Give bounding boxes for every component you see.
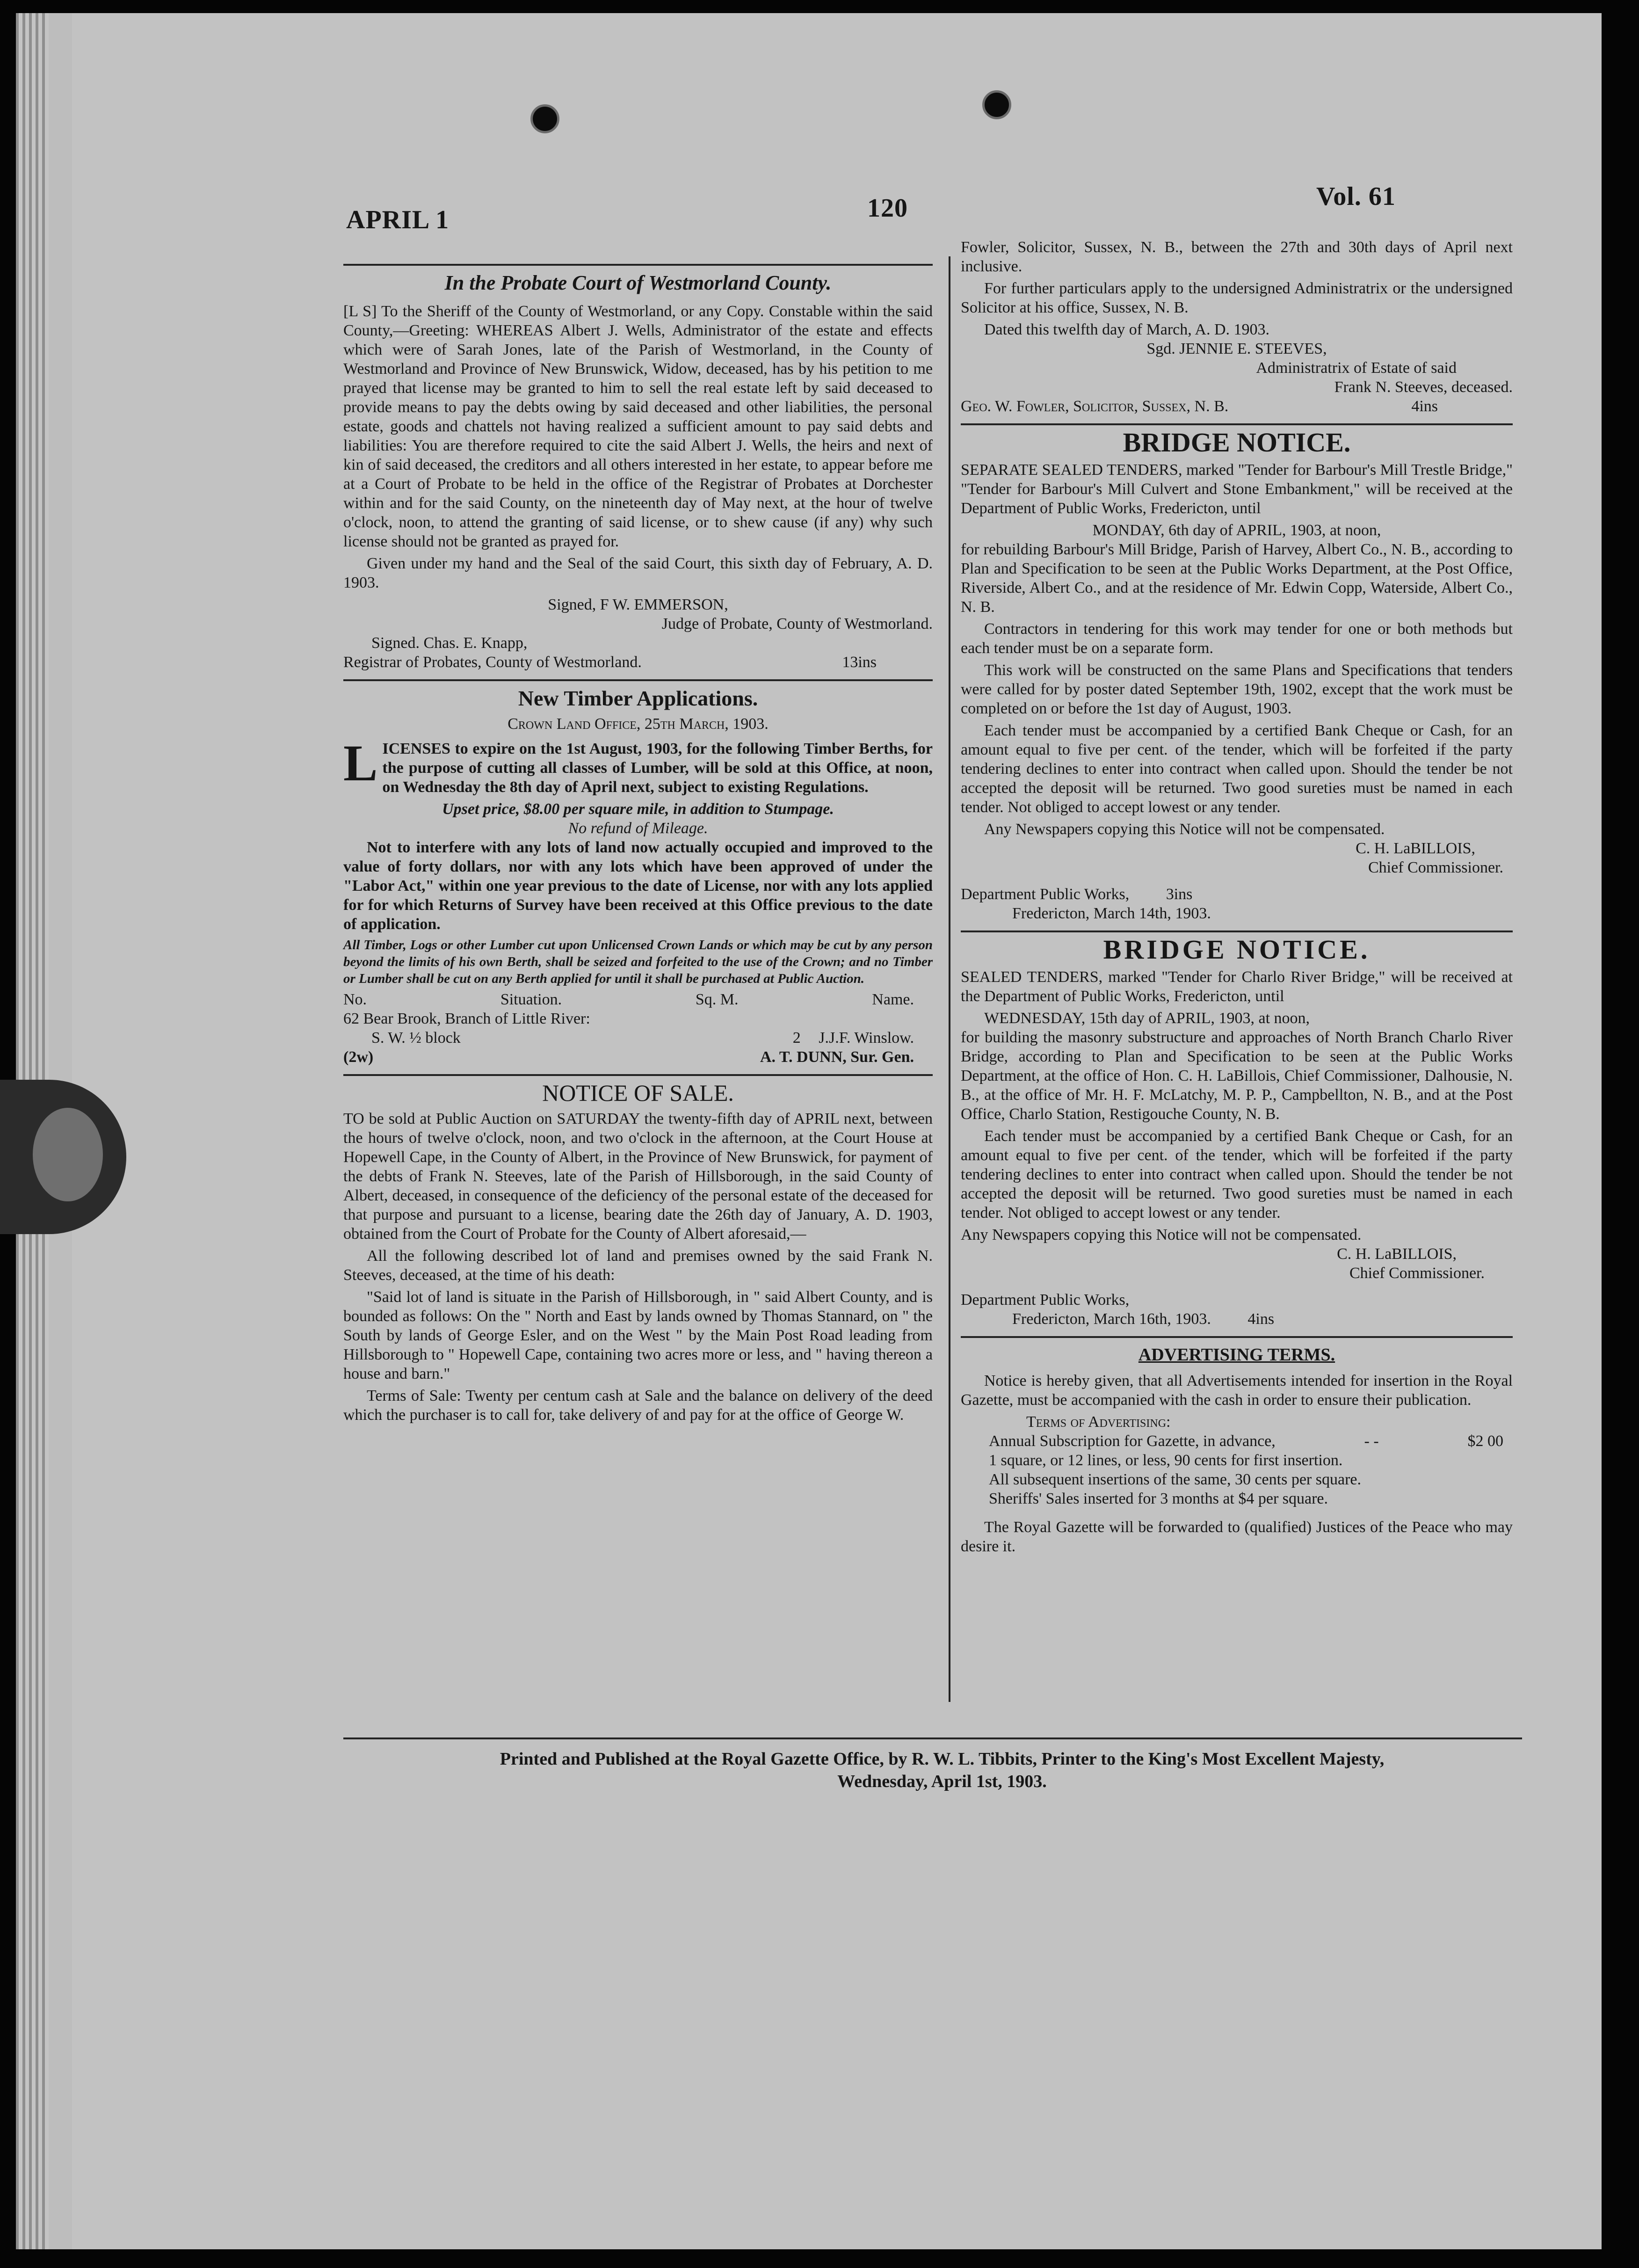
- sale-cont-body: Fowler, Solicitor, Sussex, N. B., between the 27th and 30th days of April next inclusive.: [961, 239, 1513, 275]
- divider: [961, 423, 1513, 425]
- bridge1-p3: This work will be constructed on the same Plans and Specifications that tenders were called for by poster dated September 19th, 1902, except that the work must be completed on or before the 1st day of August, 1903.: [961, 662, 1513, 717]
- footer-imprint: [362, 1748, 1522, 1793]
- bridge2-ins: 4ins: [1247, 1310, 1275, 1328]
- probate-body: [L S] To the Sheriff of the County of Westmorland, or any Copy. Constable within the said County,—Greeting: WHEREAS Albert J. Wells, Administrator of the estate and effects which were of Sarah Jones, late of the Parish of Westmorland, in the County of Westmorland and Province of New Brunswick, Widow, deceased, has by his petition to me prayed that license may be granted to him to sell the real estate left by said deceased to provide means to pay the debts owing by said deceased and other liabilities, the personal estate, goods and chattels not having realized a sufficient amount to pay said debts and liabilities: You are therefore required to cite the said Albert J. Wells, the heirs and next of kin of said deceased, the creditors and all others interested in her estate, to appear before me at a Court of Probate to be held in the office of the Registrar of Probates at Dorchester within and for the said County, on the nineteenth day of May next, at the hour of twelve o'clock, noon, to attend the granting of said license, or to shew cause (if any) why such license should not be granted as prayed for.: [343, 303, 933, 550]
- timber-body-text: ICENSES to expire on the 1st August, 1903, for the following Timber Berths, for the purpose of cutting all classes of Lumber, will be sold at this Office, at noon, on Wednesday the 8th day of April next, subject to existing Regulations.: [382, 740, 933, 796]
- bridge2-role: Chief Commissioner.: [1349, 1265, 1485, 1282]
- bridge2-p1: for building the masonry substructure and approaches of North Branch Charlo River Bridge, according to Plan and Specification to be seen at the Public Works Department, at the office of Hon. C. H. LaBillois, Chief Commissioner, Dalhousie, N. B., at the office of Mr. H. F. McLatchy, M. P. P., Campbellton, N. B., and at the Post Office, Charlo Station, Restigouche County, N. B.: [961, 1029, 1513, 1123]
- bridge2-signer: C. H. LaBILLOIS,: [1337, 1245, 1457, 1263]
- column-divider: [949, 256, 950, 1702]
- sale-body: TO be sold at Public Auction on SATURDAY the twenty-fifth day of APRIL next, between the hours of twelve o'clock, noon, and two o'clock in the afternoon, at the Court House at Hopewell Cape, in the County of Albert, in the Province of New Brunswick, for payment of the debts of Frank N. Steeves, late of the Parish of Hillsborough, in the said County of Albert, deceased, in consequence of the deficiency of the personal estate of the deceased for that purpose and pursuant to a license, bearing date the 26th day of January, A. D. 1903, obtained from the Court of Probate for the County of Albert aforesaid,—: [343, 1110, 933, 1243]
- adv-line1-dashes: - -: [1364, 1432, 1379, 1450]
- bridge1-dept: Department Public Works,: [961, 886, 1130, 903]
- adv-line3: All subsequent insertions of the same, 30 cents per square.: [989, 1471, 1361, 1488]
- bridge1-p2: Contractors in tendering for this work may tender for one or both methods but each tender must be on a separate form.: [961, 620, 1513, 657]
- footer-line2: Wednesday, April 1st, 1903.: [837, 1772, 1047, 1791]
- bridge1-date: MONDAY, 6th day of APRIL, 1903, at noon,: [1092, 522, 1381, 539]
- bridge1-title: BRIDGE NOTICE.: [1123, 427, 1351, 458]
- bridge2-p3: Any Newspapers copying this Notice will not be compensated.: [961, 1226, 1362, 1243]
- entry-situation: Bear Brook, Branch of Little River:: [363, 1010, 590, 1027]
- adv-line1: [961, 1432, 1513, 1451]
- probate-signed-registrar: Signed. Chas. E. Knapp,: [371, 634, 528, 652]
- bridge1-place: Fredericton, March 14th, 1903.: [1012, 905, 1211, 922]
- probate-ins: 13ins: [842, 654, 877, 671]
- adv-terms-head: Terms of Advertising:: [1026, 1413, 1171, 1431]
- col-no: No.: [343, 991, 367, 1008]
- adv-line4: Sheriffs' Sales inserted for 3 months at $4 per square.: [989, 1490, 1328, 1507]
- timber-entry-row-1: [343, 1009, 933, 1028]
- timber-signer: A. T. DUNN, Sur. Gen.: [760, 1048, 914, 1066]
- bridge1-signer: C. H. LaBILLOIS,: [1356, 840, 1475, 857]
- timber-notice: All Timber, Logs or other Lumber cut upon Unlicensed Crown Lands or which may be cut by any person beyond the limits of his own Berth, shall be seized and forfeited to the use of the Crown; and no Timber or Lumber shall be cut on any Berth applied for until it shall be purchased at Public Auction.: [343, 938, 933, 986]
- bridge2-body: SEALED TENDERS, marked "Tender for Charlo River Bridge," will be received at the Department of Public Works, Fredericton, until: [961, 968, 1513, 1005]
- timber-sign-row: [343, 1047, 933, 1067]
- probate-registrar-row: [343, 653, 933, 672]
- volume-number: Vol. 61: [1316, 182, 1396, 211]
- bridge2-title: BRIDGE NOTICE.: [1103, 934, 1371, 965]
- bridge2-dept: Department Public Works,: [961, 1291, 1130, 1308]
- timber-ins: (2w): [343, 1048, 374, 1066]
- sale-cont-signed: Sgd. JENNIE E. STEEVES,: [1146, 340, 1327, 357]
- adv-line1-price: $2 00: [1467, 1432, 1503, 1450]
- divider: [961, 1336, 1513, 1338]
- sale-cont-ins: 4ins: [1411, 398, 1438, 415]
- divider: [343, 679, 933, 681]
- timber-body: [343, 734, 933, 797]
- sale-title: NOTICE OF SALE.: [542, 1080, 734, 1106]
- entry-name: J.J.F. Winslow.: [819, 1029, 914, 1047]
- footer-rule: [343, 1737, 1522, 1739]
- bridge1-p1: for rebuilding Barbour's Mill Bridge, Parish of Harvey, Albert Co., N. B., according to Plan and Specification to be seen at the Public Works Department, at the Post Office, Riverside, Albert Co., and at the residence of Mr. Edwin Copp, Waterside, Albert Co., N. B.: [961, 541, 1513, 616]
- probate-title: In the Probate Court of Westmorland County.: [444, 271, 832, 294]
- probate-given: Given under my hand and the Seal of the said Court, this sixth day of February, A. D. 1903.: [343, 555, 933, 591]
- timber-upset: Upset price, $8.00 per square mile, in addition to Stumpage.: [442, 800, 834, 818]
- probate-registrar: Registrar of Probates, County of Westmorland.: [343, 654, 642, 671]
- probate-signed: Signed, F W. EMMERSON,: [548, 596, 728, 613]
- scanned-sheet: [16, 13, 1602, 2249]
- sale-cont-further: For further particulars apply to the undersigned Administratrix or the undersigned Solicitor at his office, Sussex, N. B.: [961, 280, 1513, 316]
- sale-cont-solicitor-row: [961, 397, 1513, 416]
- timber-col-headers: [343, 990, 933, 1009]
- adv-title: ADVERTISING TERMS.: [1138, 1345, 1335, 1365]
- binding-hole-left: [530, 104, 559, 133]
- bridge1-ins: 3ins: [1166, 886, 1193, 903]
- gazette-page: [72, 13, 1602, 2249]
- timber-office: Crown Land Office, 25th March, 1903.: [508, 715, 769, 733]
- sale-cont-dated: Dated this twelfth day of March, A. D. 1903.: [984, 321, 1269, 338]
- left-column: [343, 256, 933, 1427]
- sale-cont-role1: Administratrix of Estate of said: [1256, 359, 1457, 377]
- col-name: Name.: [872, 991, 914, 1008]
- right-column: [961, 238, 1513, 1559]
- binding-hole-right: [982, 90, 1011, 119]
- entry-no: 62: [343, 1010, 359, 1027]
- bridge1-body: SEPARATE SEALED TENDERS, marked "Tender for Barbour's Mill Trestle Bridge," "Tender for Barbour's Mill Culvert and Stone Embankment," will be received at the Department of Public Works, Fredericton, until: [961, 461, 1513, 517]
- sale-cont-role2: Frank N. Steeves, deceased.: [1334, 378, 1513, 396]
- timber-title: New Timber Applications.: [518, 686, 758, 710]
- adv-body: Notice is hereby given, that all Advertisements intended for insertion in the Royal Gazette, must be accompanied with the cash in order to ensure their publication.: [961, 1372, 1513, 1409]
- sale-cont-solicitor: Geo. W. Fowler, Solicitor, Sussex, N. B.: [961, 398, 1229, 415]
- divider: [343, 264, 933, 266]
- sale-terms: Terms of Sale: Twenty per centum cash at Sale and the balance on delivery of the deed which the purchaser is to call for, take delivery of and pay for at the office of George W.: [343, 1387, 933, 1424]
- probate-judge: Judge of Probate, County of Westmorland.: [661, 615, 933, 632]
- timber-entry-row-2: [343, 1028, 933, 1047]
- sale-quote: "Said lot of land is situate in the Parish of Hillsborough, in " said Albert County, and is bounded as follows: On the " North and East by lands owned by Thomas Stannard, on " the South by lands of George Esler, and on the West " by the Main Post Road leading from Hillsborough to " Hopewell Cape, containing two acres more or less, and " having thereon a house and barn.": [343, 1288, 933, 1382]
- bridge2-place: Fredericton, March 16th, 1903.: [1012, 1310, 1211, 1328]
- bridge2-p2: Each tender must be accompanied by a certified Bank Cheque or Cash, for an amount equal to five per cent. of the tender, which will be forfeited if the party tendering declines to enter into contract when called upon. Should the tender be not accepted the deposit will be returned. Two good sureties must be named in each tender. Not obliged to accept lowest or any tender.: [961, 1127, 1513, 1221]
- divider: [961, 930, 1513, 932]
- adv-forward: The Royal Gazette will be forwarded to (qualified) Justices of the Peace who may desire it.: [961, 1519, 1513, 1555]
- adv-line1-label: Annual Subscription for Gazette, in advance,: [989, 1432, 1276, 1450]
- footer-line1: Printed and Published at the Royal Gazette Office, by R. W. L. Tibbits, Printer to the King's Most Excellent Majesty,: [500, 1749, 1385, 1769]
- entry-block: S. W. ½ block: [371, 1029, 461, 1047]
- bridge1-p5: Any Newspapers copying this Notice will not be compensated.: [984, 821, 1385, 838]
- sale-lot: All the following described lot of land and premises owned by the said Frank N. Steeves, deceased, at the time of his death:: [343, 1247, 933, 1284]
- header-date: APRIL 1: [346, 205, 450, 234]
- timber-interfere: Not to interfere with any lots of land now actually occupied and improved to the value of forty dollars, nor with any lots which have been approved of under the "Labor Act," within one year previous to the date of License, nor with any lots applied for for which Returns of Survey have been received at this Office previous to the date of application.: [343, 839, 933, 933]
- bridge2-date: WEDNESDAY, 15th day of APRIL, 1903, at noon,: [984, 1010, 1310, 1027]
- bridge2-place-row: [961, 1309, 1513, 1329]
- bridge1-dept-row: [961, 885, 1513, 904]
- bridge1-role: Chief Commissioner.: [1368, 859, 1503, 876]
- timber-refund: No refund of Mileage.: [568, 820, 708, 837]
- entry-sqm: 2: [792, 1029, 801, 1047]
- adv-line2: 1 square, or 12 lines, or less, 90 cents for first insertion.: [989, 1452, 1343, 1469]
- col-sqm: Sq. M.: [695, 991, 739, 1008]
- divider: [343, 1074, 933, 1076]
- thumbnail-nail: [33, 1108, 103, 1201]
- bridge1-p4: Each tender must be accompanied by a certified Bank Cheque or Cash, for an amount equal to five per cent. of the tender, which will be forfeited if the party tendering declines to enter into contract when called upon. Should the tender be not accepted the deposit will be returned. Two good sureties must be named in each tender. Not obliged to accept lowest or any tender.: [961, 722, 1513, 816]
- page-number: 120: [867, 194, 908, 223]
- timber-dropcap: L: [343, 734, 378, 792]
- col-situation: Situation.: [500, 991, 562, 1008]
